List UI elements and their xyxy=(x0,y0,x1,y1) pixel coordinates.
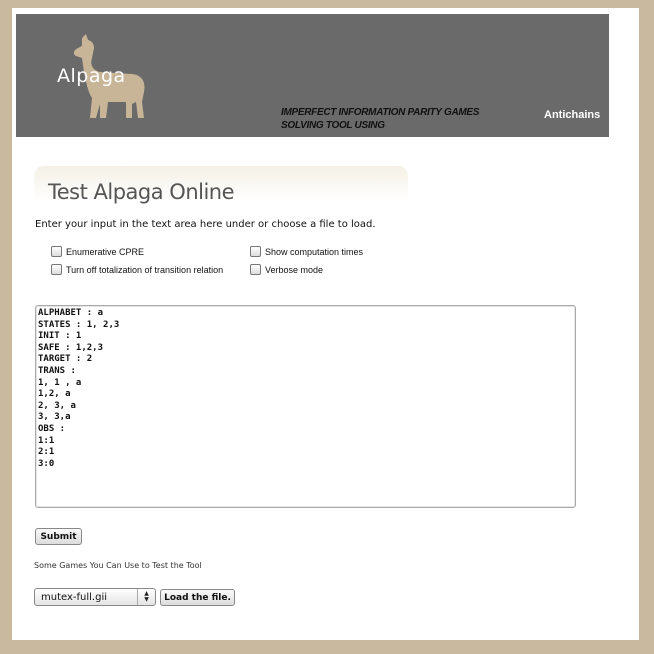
game-input-textarea[interactable] xyxy=(35,305,576,508)
option-label: Enumerative CPRE xyxy=(66,246,145,257)
submit-button[interactable]: Submit xyxy=(35,528,82,545)
select-value: mutex-full.gii xyxy=(41,591,108,603)
option-turn-off-totalization[interactable] xyxy=(51,264,223,275)
enumerative-cpre-checkbox[interactable] xyxy=(51,246,62,257)
load-file-button[interactable]: Load the file. xyxy=(160,589,235,606)
option-label: Show computation times xyxy=(265,246,364,257)
turn-off-totalization-checkbox[interactable] xyxy=(51,264,62,275)
option-label: Turn off totalization of transition relation xyxy=(66,264,224,275)
site-tagline xyxy=(281,106,521,132)
tagline-suffix: Antichains xyxy=(544,109,601,121)
tagline-line-2: SOLVING TOOL USING xyxy=(281,120,385,131)
instructions-text: Enter your input in the text area here under or choose a file to load. xyxy=(35,219,376,230)
page-title: Test Alpaga Online xyxy=(48,180,235,204)
sample-game-select[interactable] xyxy=(34,588,156,606)
tagline-line-1: IMPERFECT INFORMATION PARITY GAMES xyxy=(281,107,480,118)
site-header xyxy=(16,14,609,137)
option-show-computation-times[interactable] xyxy=(250,246,363,257)
option-enumerative-cpre[interactable] xyxy=(51,246,144,257)
sample-games-label: Some Games You Can Use to Test the Tool xyxy=(34,561,202,570)
select-arrows-icon: ▲ ▼ xyxy=(137,589,155,605)
logo-text: Alpaga xyxy=(57,65,126,87)
option-label: Verbose mode xyxy=(265,264,324,275)
show-computation-times-checkbox[interactable] xyxy=(250,246,261,257)
option-verbose-mode[interactable] xyxy=(250,264,323,275)
verbose-mode-checkbox[interactable] xyxy=(250,264,261,275)
